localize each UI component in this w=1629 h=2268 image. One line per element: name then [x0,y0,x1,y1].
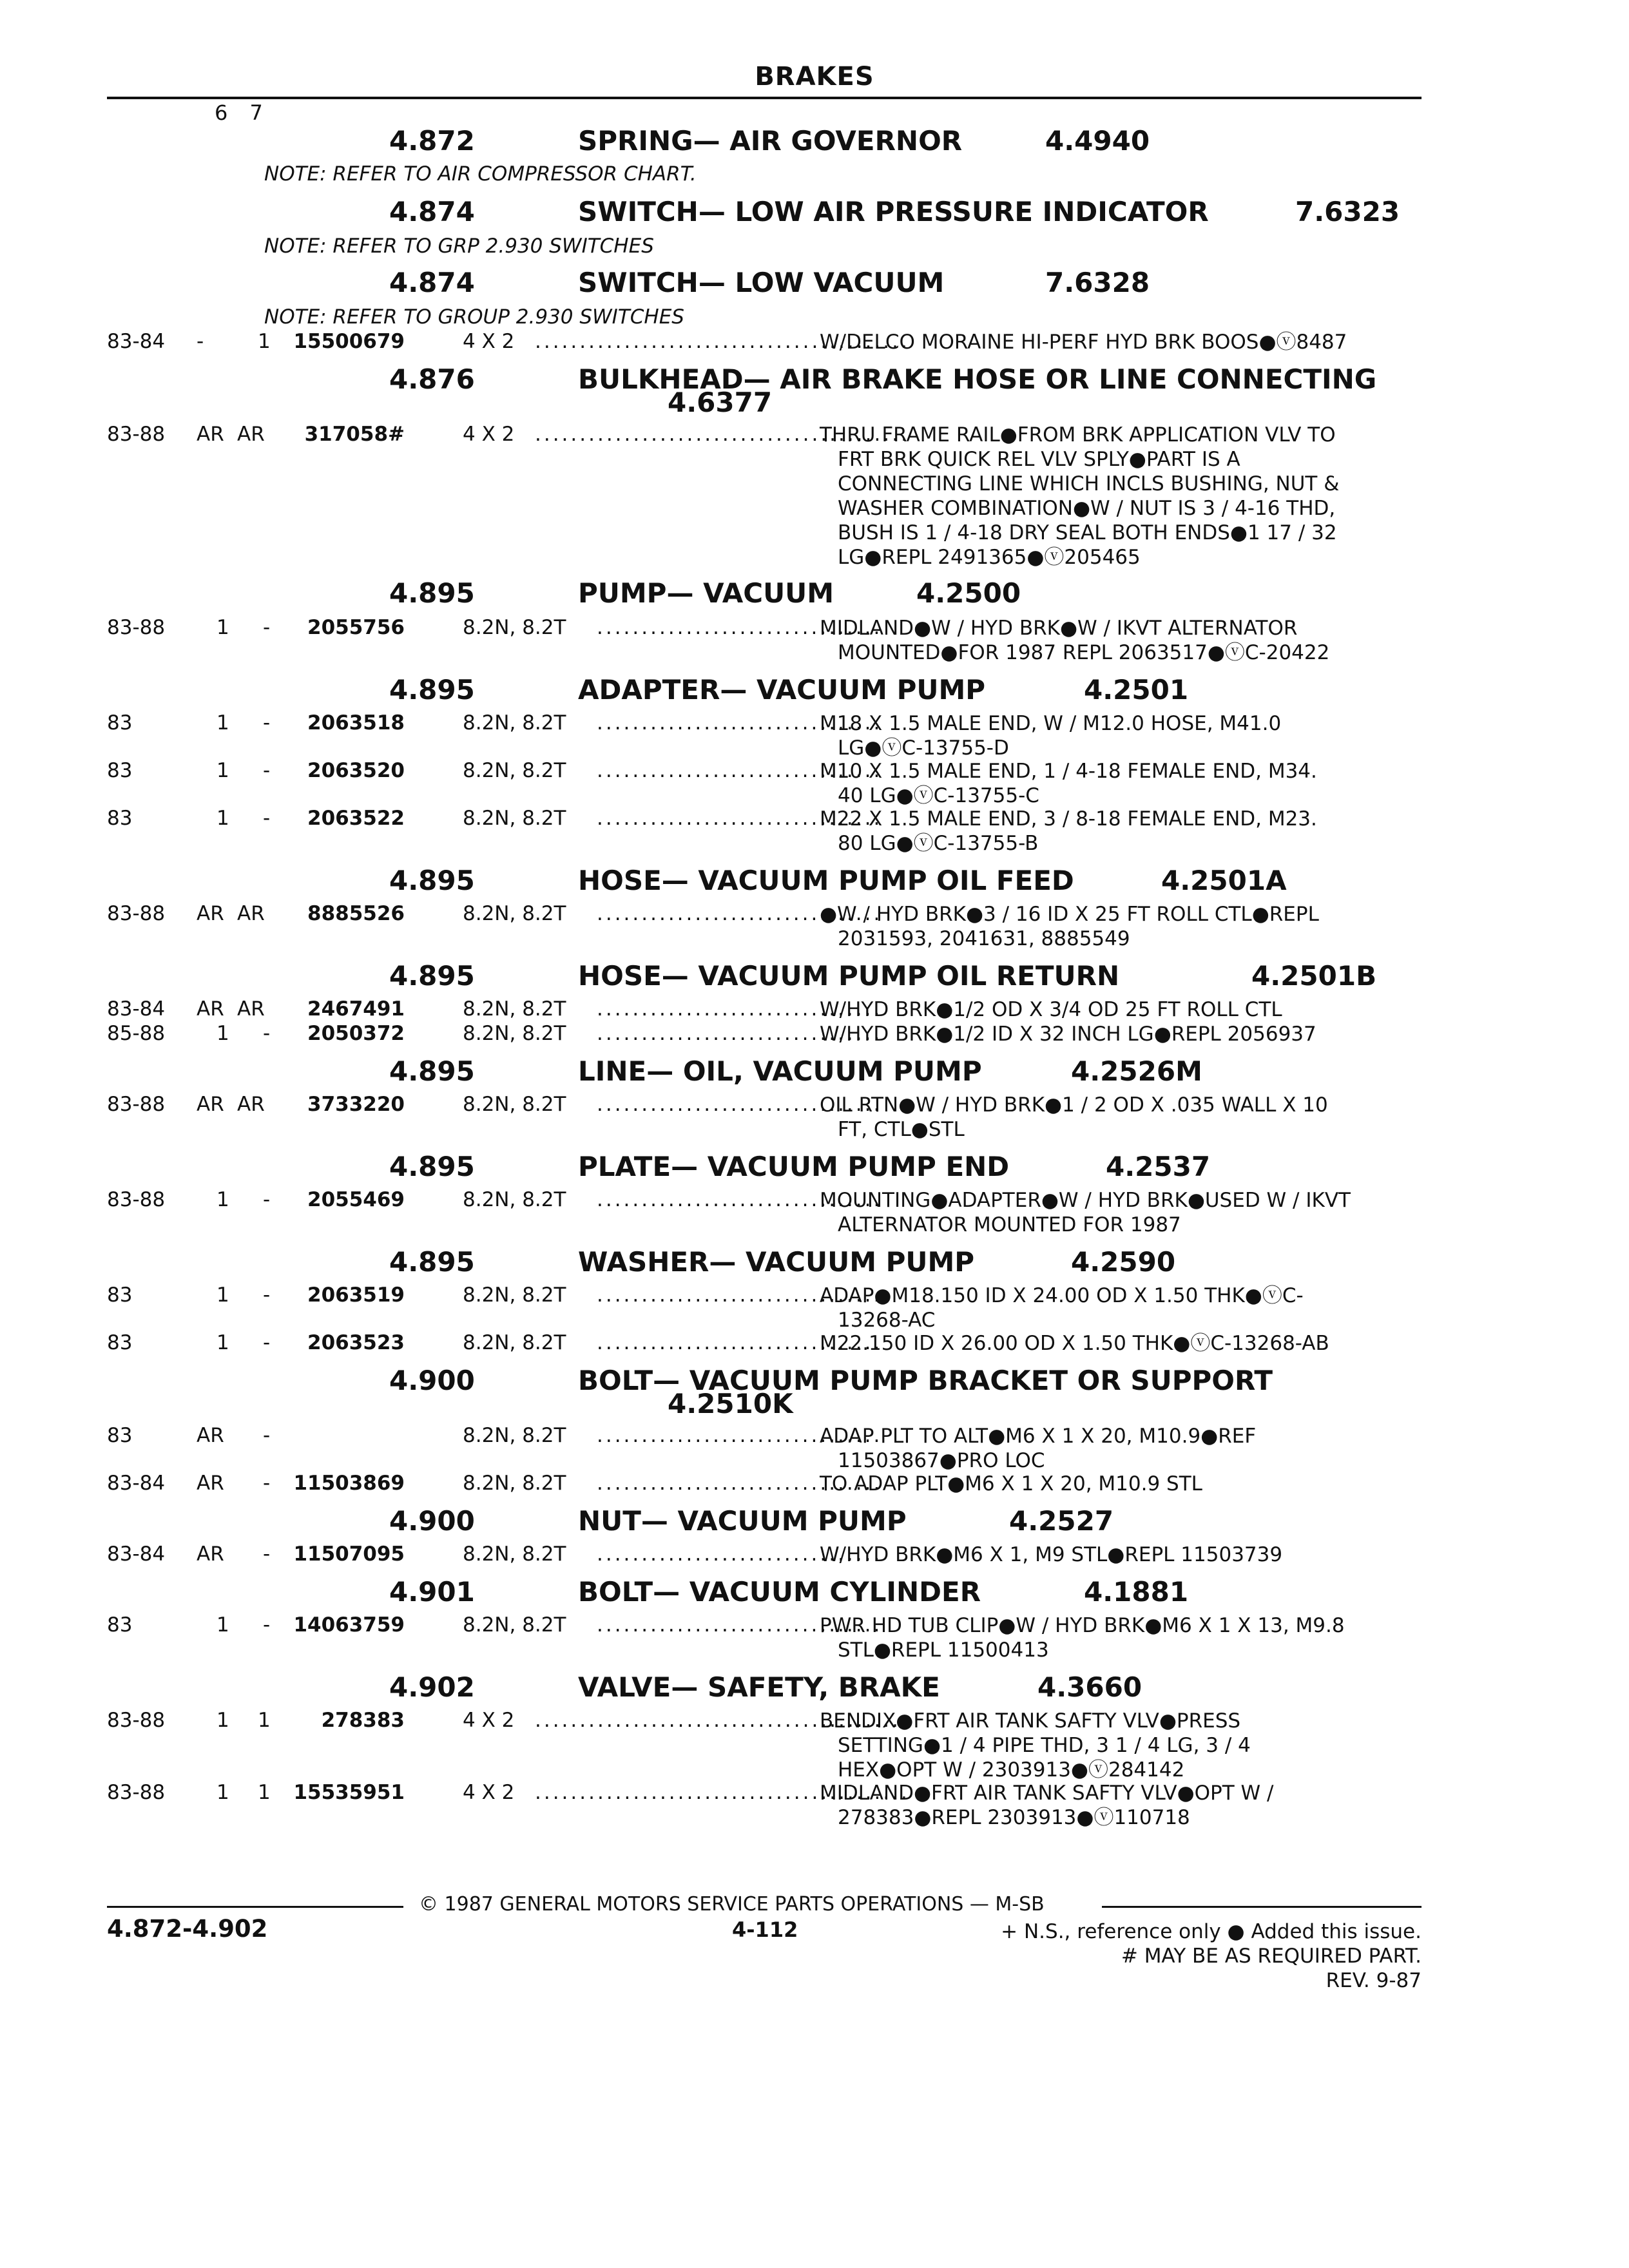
years: 83-88 [107,902,166,925]
description: M22.150 ID X 26.00 OD X 1.50 THK●ⓥC-13268-AB [820,1332,1329,1355]
section-code: 4.876 [389,363,475,395]
section-number: 4.2526M [1071,1055,1202,1087]
qty-1: 1 [217,1781,229,1804]
part-number: 2063522 [307,807,405,830]
column-numbers: 6 7 [215,101,263,125]
description: W/HYD BRK●M6 X 1, M9 STL●REPL 11503739 [820,1543,1283,1566]
qty-1: 1 [217,711,229,735]
qty-1: - [197,330,204,353]
years: 83 [107,1424,133,1447]
leader-dots: .......................................... [535,1781,910,1804]
years: 83 [107,711,133,735]
description: LG●ⓥC-13755-D [838,736,1009,760]
years: 83-88 [107,423,166,446]
description: MOUNTING●ADAPTER●W / HYD BRK●USED W / IKVT [820,1189,1351,1212]
years: 83 [107,807,133,830]
section-code: 4.895 [389,577,475,609]
description: FT, CTL●STL [838,1118,965,1141]
footer-legend: # MAY BE AS REQUIRED PART. [1121,1945,1422,1968]
description: M22 X 1.5 MALE END, 3 / 8-18 FEMALE END, M23. [820,807,1317,831]
leader-dots: ................................ [597,1022,883,1045]
description: MIDLAND●FRT AIR TANK SAFTY VLV●OPT W / [820,1782,1274,1805]
section-code: 4.874 [389,196,475,227]
description: 80 LG●ⓥC-13755-B [838,832,1039,855]
description: ADAP●M18.150 ID X 24.00 OD X 1.50 THK●ⓥC- [820,1284,1304,1307]
part-number: 2063519 [307,1283,405,1307]
model: 8.2N, 8.2T [463,1283,566,1307]
model: 8.2N, 8.2T [463,1424,566,1447]
section-number: 4.2501A [1161,865,1287,896]
description: 2031593, 2041631, 8885549 [838,927,1130,950]
qty-1: AR [197,1424,224,1447]
years: 83 [107,1331,133,1354]
section-code: 4.872 [389,125,475,157]
section-title: BOLT— VACUUM CYLINDER [578,1576,981,1608]
section-title: ADAPTER— VACUUM PUMP [578,674,986,706]
section-number: 4.4940 [1045,125,1150,157]
qty-1: AR [197,1093,224,1116]
page-title: BRAKES [755,62,874,91]
model: 4 X 2 [463,423,515,446]
qty-1: 1 [217,616,229,639]
years: 83 [107,759,133,782]
qty-2: - [263,1022,271,1045]
section-code: 4.901 [389,1576,475,1608]
description: M18 X 1.5 MALE END, W / M12.0 HOSE, M41.0 [820,712,1282,735]
years: 83 [107,1613,133,1637]
qty-2: - [263,711,271,735]
section-number: 4.3660 [1037,1671,1142,1703]
description: 278383●REPL 2303913●ⓥ110718 [838,1806,1190,1829]
section-number: 7.6328 [1045,267,1150,298]
section-title: PLATE— VACUUM PUMP END [578,1151,1010,1182]
years: 83-84 [107,1542,166,1566]
model: 8.2N, 8.2T [463,1188,566,1211]
years: 83-88 [107,1093,166,1116]
leader-dots: ................................ [597,997,883,1021]
qty-2: - [263,807,271,830]
qty-1: 1 [217,1022,229,1045]
part-number: 2055756 [307,616,405,639]
section-code: 4.874 [389,267,475,298]
footer-legend: + N.S., reference only ● Added this issue. [1001,1920,1422,1943]
section-number: 4.2590 [1071,1246,1176,1278]
qty-1: 1 [217,1283,229,1307]
leader-dots: .......................................... [535,330,910,353]
section-number: 4.2501B [1251,960,1377,992]
model: 8.2N, 8.2T [463,759,566,782]
qty-1: AR [197,423,224,446]
model: 8.2N, 8.2T [463,1331,566,1354]
part-number: 15500679 [293,330,405,353]
description: M10 X 1.5 MALE END, 1 / 4-18 FEMALE END, M34. [820,760,1317,783]
model: 8.2N, 8.2T [463,1093,566,1116]
model: 8.2N, 8.2T [463,902,566,925]
section-title: NUT— VACUUM PUMP [578,1505,907,1537]
section-code: 4.895 [389,1246,475,1278]
model: 8.2N, 8.2T [463,616,566,639]
part-number: 2055469 [307,1188,405,1211]
description: ALTERNATOR MOUNTED FOR 1987 [838,1213,1181,1236]
leader-dots: ................................ [597,616,883,639]
years: 83-88 [107,616,166,639]
part-number: 2063523 [307,1331,405,1354]
section-code: 4.895 [389,865,475,896]
section-number: 4.6377 [668,387,773,418]
description: OIL RTN●W / HYD BRK●1 / 2 OD X .035 WALL X 10 [820,1093,1328,1117]
description: HEX●OPT W / 2303913●ⓥ284142 [838,1758,1185,1782]
leader-dots: ................................ [597,1188,883,1211]
section-number: 4.2500 [916,577,1021,609]
qty-1: 1 [217,1331,229,1354]
part-number: 2050372 [307,1022,405,1045]
years: 83-88 [107,1188,166,1211]
part-number: 15535951 [293,1781,405,1804]
description: ●W / HYD BRK●3 / 16 ID X 25 FT ROLL CTL●REPL [820,903,1319,926]
qty-1: 1 [217,1709,229,1732]
description: 40 LG●ⓥC-13755-C [838,784,1039,807]
description: STL●REPL 11500413 [838,1639,1049,1662]
part-number: 11503869 [293,1472,405,1495]
leader-dots: ................................ [597,1542,883,1566]
leader-dots: ................................ [597,1283,883,1307]
model: 8.2N, 8.2T [463,997,566,1021]
years: 83-84 [107,330,166,353]
section-number: 4.2510K [668,1388,793,1419]
model: 8.2N, 8.2T [463,807,566,830]
model: 8.2N, 8.2T [463,1472,566,1495]
part-number: 3733220 [307,1093,405,1116]
description: 11503867●PRO LOC [838,1449,1045,1472]
model: 4 X 2 [463,330,515,353]
qty-1: AR [197,997,224,1021]
years: 85-88 [107,1022,166,1045]
qty-2: AR [237,902,265,925]
footer-range: 4.872-4.902 [107,1915,268,1943]
section-code: 4.902 [389,1671,475,1703]
section-code: 4.895 [389,1151,475,1182]
section-title: HOSE— VACUUM PUMP OIL RETURN [578,960,1120,992]
section-title: LINE— OIL, VACUUM PUMP [578,1055,982,1087]
section-code: 4.900 [389,1505,475,1537]
description: ADAP PLT TO ALT●M6 X 1 X 20, M10.9●REF [820,1425,1257,1448]
model: 8.2N, 8.2T [463,1542,566,1566]
footer-revision: REV. 9-87 [1325,1969,1422,1992]
qty-1: 1 [217,1188,229,1211]
section-title: HOSE— VACUUM PUMP OIL FEED [578,865,1074,896]
qty-2: AR [237,1093,265,1116]
qty-2: - [263,1472,271,1495]
section-title: BOLT— VACUUM PUMP BRACKET OR SUPPORT [578,1365,1273,1396]
qty-2: 1 [258,330,271,353]
description: 13268-AC [838,1309,936,1332]
years: 83-88 [107,1781,166,1804]
part-number: 2063518 [307,711,405,735]
section-code: 4.895 [389,1055,475,1087]
section-number: 4.2501 [1084,674,1189,706]
years: 83-84 [107,997,166,1021]
description: SETTING●1 / 4 PIPE THD, 3 1 / 4 LG, 3 / 4 [838,1734,1251,1757]
leader-dots: ................................ [597,807,883,830]
footer-rule-right [1102,1906,1422,1908]
description: MOUNTED●FOR 1987 REPL 2063517●ⓥC-20422 [838,641,1330,664]
section-title: WASHER— VACUUM PUMP [578,1246,975,1278]
description: TO ADAP PLT●M6 X 1 X 20, M10.9 STL [820,1472,1202,1495]
section-title: SWITCH— LOW AIR PRESSURE INDICATOR [578,196,1209,227]
part-number: 317058# [304,423,405,446]
section-note: NOTE: REFER TO GROUP 2.930 SWITCHES [264,305,684,329]
years: 83-84 [107,1472,166,1495]
leader-dots: ................................ [597,1613,883,1637]
qty-1: 1 [217,807,229,830]
qty-1: AR [197,902,224,925]
footer-rule-left [107,1906,403,1908]
section-title: PUMP— VACUUM [578,577,834,609]
description: W/HYD BRK●1/2 OD X 3/4 OD 25 FT ROLL CTL [820,998,1282,1021]
qty-2: - [263,1188,271,1211]
qty-2: - [263,1424,271,1447]
section-title: SWITCH— LOW VACUUM [578,267,945,298]
qty-2: 1 [258,1709,271,1732]
description: W/DELCO MORAINE HI-PERF HYD BRK BOOS●ⓥ8487 [820,331,1347,354]
description: LG●REPL 2491365●ⓥ205465 [838,546,1141,569]
leader-dots: ................................ [597,902,883,925]
qty-2: - [263,1542,271,1566]
description: FRT BRK QUICK REL VLV SPLY●PART IS A [838,448,1240,471]
footer-page-number: 4-112 [732,1917,798,1942]
qty-2: - [263,759,271,782]
qty-1: AR [197,1542,224,1566]
leader-dots: .......................................... [535,423,910,446]
section-number: 4.1881 [1084,1576,1189,1608]
section-title: SPRING— AIR GOVERNOR [578,125,963,157]
leader-dots: ................................ [597,1472,883,1495]
section-number: 4.2527 [1009,1505,1114,1537]
qty-2: - [263,1613,271,1637]
leader-dots: ................................ [597,1424,883,1447]
section-number: 4.2537 [1106,1151,1211,1182]
qty-2: AR [237,997,265,1021]
part-number: 11507095 [293,1542,405,1566]
model: 4 X 2 [463,1781,515,1804]
qty-2: - [263,616,271,639]
section-title: BULKHEAD— AIR BRAKE HOSE OR LINE CONNECTING [578,363,1377,395]
years: 83-88 [107,1709,166,1732]
section-code: 4.895 [389,960,475,992]
part-number: 2063520 [307,759,405,782]
description: PWR HD TUB CLIP●W / HYD BRK●M6 X 1 X 13, M9.8 [820,1614,1345,1637]
qty-2: AR [237,423,265,446]
leader-dots: ................................ [597,1331,883,1354]
description: THRU FRAME RAIL●FROM BRK APPLICATION VLV TO [820,423,1336,447]
section-code: 4.900 [389,1365,475,1396]
section-code: 4.895 [389,674,475,706]
qty-2: - [263,1331,271,1354]
section-note: NOTE: REFER TO GRP 2.930 SWITCHES [264,235,654,258]
qty-2: 1 [258,1781,271,1804]
leader-dots: ................................ [597,711,883,735]
description: MIDLAND●W / HYD BRK●W / IKVT ALTERNATOR [820,617,1298,640]
qty-1: 1 [217,1613,229,1637]
header-rule [107,97,1422,99]
section-title: VALVE— SAFETY, BRAKE [578,1671,940,1703]
qty-1: 1 [217,759,229,782]
model: 8.2N, 8.2T [463,1022,566,1045]
model: 4 X 2 [463,1709,515,1732]
footer-copyright: © 1987 GENERAL MOTORS SERVICE PARTS OPERATIONS — M-SB [419,1893,1045,1916]
description: WASHER COMBINATION●W / NUT IS 3 / 4-16 THD, [838,497,1336,520]
leader-dots: ................................ [597,1093,883,1116]
part-number: 14063759 [293,1613,405,1637]
description: BUSH IS 1 / 4-18 DRY SEAL BOTH ENDS●1 17 / 32 [838,521,1337,544]
description: W/HYD BRK●1/2 ID X 32 INCH LG●REPL 2056937 [820,1023,1316,1046]
qty-2: - [263,1283,271,1307]
leader-dots: ................................ [597,759,883,782]
model: 8.2N, 8.2T [463,1613,566,1637]
description: BENDIX●FRT AIR TANK SAFTY VLV●PRESS [820,1709,1241,1733]
part-number: 2467491 [307,997,405,1021]
section-note: NOTE: REFER TO AIR COMPRESSOR CHART. [264,162,697,186]
years: 83 [107,1283,133,1307]
leader-dots: .......................................... [535,1709,910,1732]
part-number: 278383 [321,1709,405,1732]
model: 8.2N, 8.2T [463,711,566,735]
qty-1: AR [197,1472,224,1495]
part-number: 8885526 [307,902,405,925]
section-number: 7.6323 [1295,196,1400,227]
description: CONNECTING LINE WHICH INCLS BUSHING, NUT & [838,472,1340,495]
